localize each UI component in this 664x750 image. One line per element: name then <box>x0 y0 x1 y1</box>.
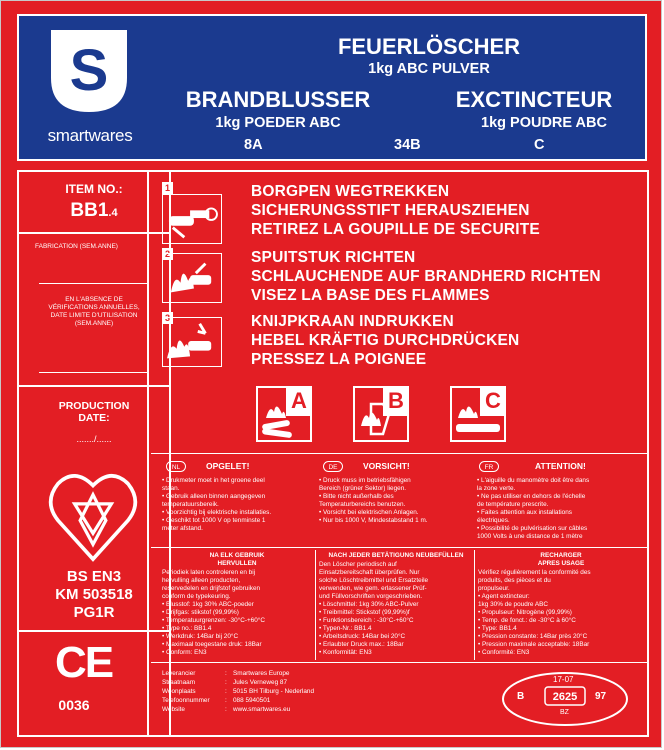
stamp-center: 2625 <box>552 691 578 703</box>
spec-heading: NA ELK GEBRUIK HERVULLEN <box>209 552 265 567</box>
shield-logo-icon <box>49 28 129 114</box>
supplier-colons: : : : : : <box>225 670 227 713</box>
fr-title: EXCTINCTEUR <box>455 87 613 112</box>
step-3-fr: PRESSEZ LA POIGNEE <box>251 351 427 368</box>
step-2-nl: SPUITSTUK RICHTEN <box>251 249 416 266</box>
step-2-de: SCHLAUCHENDE AUF BRANDHERD RICHTEN <box>251 268 601 285</box>
divider <box>315 550 316 660</box>
rating-b: 34B <box>394 137 421 153</box>
step-3-nl: KNIJPKRAAN INDRUKKEN <box>251 313 454 330</box>
stamp-left: B <box>517 691 525 702</box>
fire-letter: A <box>286 386 312 416</box>
warning-title: OPGELET! <box>206 461 250 471</box>
fire-letter: B <box>383 386 409 416</box>
step-1-de: SICHERUNGSSTIFT HERAUSZIEHEN <box>251 202 530 219</box>
divider <box>151 662 649 663</box>
item-number-suffix: .4 <box>108 207 118 219</box>
stamp-right: 97 <box>595 691 607 702</box>
lang-badge: NL <box>166 461 186 472</box>
pull-pin-icon <box>162 194 222 244</box>
fill-line <box>39 283 149 284</box>
divider <box>151 547 649 548</box>
kitemark-icon <box>47 462 139 566</box>
stamp-top: 17-07 <box>553 675 574 684</box>
header-banner <box>17 14 647 161</box>
stamp-bottom: BZ <box>560 709 569 716</box>
lang-badge: FR <box>479 461 499 472</box>
supplier-values: Smartwares Europe Jules Verneweg 87 5015 BH Tilburg - Nederland 088 5940501 www.smartwares.eu <box>233 670 314 713</box>
spec-heading: RECHARGER APRES USAGE <box>537 552 585 567</box>
smartwares-logo <box>19 16 159 159</box>
km-number: KM 503518 <box>55 586 133 603</box>
item-number-value: BB1 <box>70 200 109 221</box>
fire-class-a <box>256 386 312 442</box>
rating-a: 8A <box>244 137 263 153</box>
step-2-fr: VISEZ LA BASE DES FLAMMES <box>251 287 490 304</box>
product-code: PG1R <box>73 604 115 621</box>
aim-nozzle-icon <box>162 253 222 303</box>
fire-class-c <box>450 386 506 442</box>
absence-line: VÉRIFICATIONS ANNUELLES, <box>48 304 140 311</box>
ce-number: 0036 <box>58 697 90 713</box>
nl-subtitle: 1kg POEDER ABC <box>215 115 341 131</box>
warning-title: ATTENTION! <box>535 461 586 471</box>
step-number: 1 <box>162 182 173 194</box>
warning-text: • Druck muss im betriebsfähigen Bereich (grüner Sektor) liegen. • Bitte nicht außerhalb des Temperaturbereichs benutzen. • Vorsicht bei elektrischen Anlagen. • Nur bis 1000 V, Mindestabstand 1 m. <box>319 477 428 524</box>
de-subtitle: 1kg ABC PULVER <box>368 61 490 77</box>
lang-badge: DE <box>323 461 343 472</box>
date-label: DATE: <box>78 412 110 424</box>
absence-line: DATE LIMITE D'UTILISATION <box>50 312 138 319</box>
step-3-de: HEBEL KRÄFTIG DURCHDRÜCKEN <box>251 332 520 349</box>
divider <box>474 550 475 660</box>
de-title: FEUERLÖSCHER <box>337 34 521 59</box>
warning-title: VORSICHT! <box>363 461 410 471</box>
spec-text: Periodiek laten controleren en bij hervulling alleen producten, reservedelen en drijfstof gebruiken conform de typekeuring. • Blusstof: 1kg 30% ABC-poeder • Drijfgas: stikstof (99,99%) • Temperatuurgrenzen: -30°C-+60°C • Type no.: BB1.4 • Werkdruk: 14Bar bij 20°C • Maximaal toegestane druk: 18Bar • Conform: EN3 <box>162 569 265 656</box>
fill-line <box>39 372 149 373</box>
brand-name: smartwares <box>47 126 133 145</box>
step-1-fr: RETIREZ LA GOUPILLE DE SECURITE <box>251 221 540 238</box>
fire-class-b <box>353 386 409 442</box>
spec-text: Vérifiez régulièrement la conformité des produits, des pièces et du propulseur. • Agent extincteur: 1kg 30% de poudre ABC • Propulseur: Nitrogène (99,99%) • Temp. de fonct.: de -30°C à 60°C • Type: BB1.4 • Pression constante: 14Bar près 20°C • Pression maximale acceptable: 18Bar • Conformité: EN3 <box>478 569 591 656</box>
step-number: 3 <box>162 312 173 324</box>
approval-stamp <box>499 669 631 729</box>
nl-title: BRANDBLUSSER <box>185 87 371 112</box>
spec-text: Den Löscher periodisch auf Einsatzbereitschaft überprüfen. Nur solche Löschtreibmittel und Ersatzteile verwenden, wie gem. erlassener Prüf- und Füllvorschriften vorgeschrieben. • Löschmittel: 1kg 30% ABC-Pulver • Treibmittel: Stickstof (99,99%)f • Funktionsbereich : -30°C-+60°C • Typen-Nr.: BB1.4 • Arbeitsdruck: 14Bar bei 20°C • Erlaubter Druck max.: 18Bar • Konformität: EN3 <box>319 561 429 656</box>
absence-line: (SEM.ANNE) <box>74 320 114 327</box>
logo-letter: S <box>69 38 109 103</box>
ce-mark: CE <box>55 638 113 687</box>
warning-text: • Drukmeter moet in het groene deel staan. • Gebruik alleen binnen aangegeven temperatuursbereik. • Voorzichtig bij elektrische installaties. • Geschikt tot 1000 V op tenminste 1 meter afstand. <box>162 477 272 532</box>
standard: BS EN3 <box>66 568 122 585</box>
date-placeholder: ......./...... <box>76 434 112 444</box>
rating-c: C <box>534 137 545 153</box>
absence-line: EN L'ABSENCE DE <box>65 296 123 303</box>
warning-text: • L'aiguille du manomètre doit être dans la zone verte. • Ne pas utiliser en dehors de l'échelle de température prescrite. • Faites attention aux installations électriques. • Possibilité de pulvérisation sur câbles 1000 Volts à une distance de 1 mètre <box>477 477 590 540</box>
item-label: ITEM NO.: <box>65 182 123 196</box>
supplier-labels: Leverancier Straatnaam Woonplaats Telefoonnummer Website <box>162 670 210 713</box>
production-label: PRODUCTION <box>58 400 130 412</box>
squeeze-handle-icon <box>162 317 222 367</box>
step-number: 2 <box>162 248 173 260</box>
fabrication-label: FABRICATION (SEM.ANNE) <box>35 243 118 250</box>
divider <box>151 453 649 454</box>
fire-letter: C <box>480 386 506 416</box>
fr-subtitle: 1kg POUDRE ABC <box>481 115 607 131</box>
spec-heading: NACH JEDER BETÄTIGUNG NEUBEFÜLLEN <box>328 552 464 559</box>
step-1-nl: BORGPEN WEGTREKKEN <box>251 183 450 200</box>
